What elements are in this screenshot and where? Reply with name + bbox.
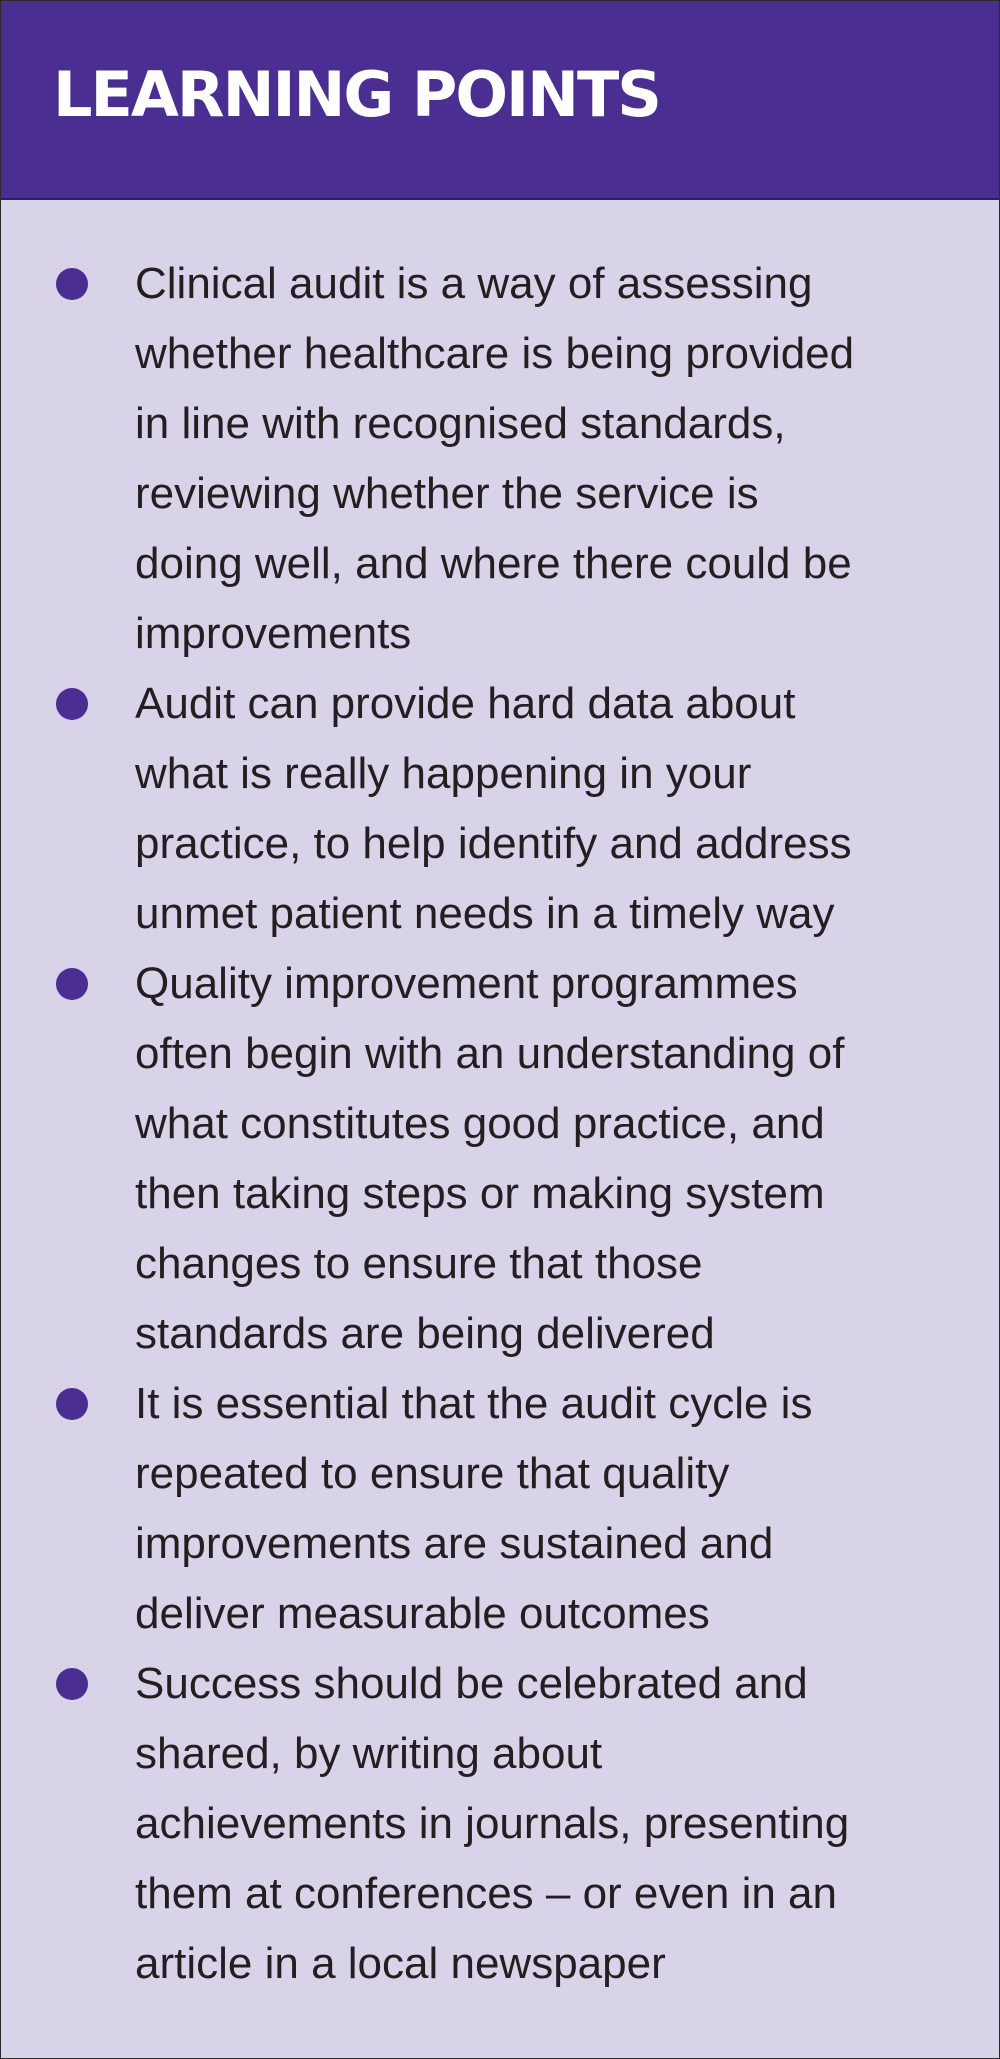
text-line: It is essential that the audit cycle is <box>135 1379 813 1428</box>
list-item <box>1 669 999 949</box>
learning-points-list <box>1 249 999 1999</box>
list-item-text <box>135 669 959 949</box>
text-line: improvements <box>135 609 412 658</box>
text-line: standards are being delivered <box>135 1309 715 1358</box>
text-line: reviewing whether the service is <box>135 469 759 518</box>
text-line: unmet patient needs in a timely way <box>135 889 835 938</box>
text-line: Success should be celebrated and <box>135 1659 808 1708</box>
text-line: article in a local newspaper <box>135 1939 666 1988</box>
text-line: achievements in journals, presenting <box>135 1799 850 1848</box>
text-line: shared, by writing about <box>135 1729 603 1778</box>
list-item-text <box>135 1369 959 1649</box>
list-item <box>1 949 999 1369</box>
text-line: what is really happening in your <box>135 749 752 798</box>
text-line: improvements are sustained and <box>135 1519 774 1568</box>
text-line: what constitutes good practice, and <box>135 1099 825 1148</box>
bullet-icon <box>56 1388 88 1420</box>
list-item <box>1 1649 999 1999</box>
text-line: them at conferences – or even in an <box>135 1869 837 1918</box>
text-line: deliver measurable outcomes <box>135 1589 710 1638</box>
list-item-text <box>135 949 959 1369</box>
list-item <box>1 249 999 669</box>
bullet-icon <box>56 268 88 300</box>
text-line: changes to ensure that those <box>135 1239 703 1288</box>
list-item-text <box>135 1649 959 1999</box>
text-line: Clinical audit is a way of assessing <box>135 259 813 308</box>
text-line: in line with recognised standards, <box>135 399 786 448</box>
text-line: Audit can provide hard data about <box>135 679 796 728</box>
bullet-icon <box>56 688 88 720</box>
bullet-icon <box>56 1668 88 1700</box>
text-line: doing well, and where there could be <box>135 539 852 588</box>
text-line: then taking steps or making system <box>135 1169 825 1218</box>
text-line: often begin with an understanding of <box>135 1029 845 1078</box>
text-line: repeated to ensure that quality <box>135 1449 730 1498</box>
text-line: Quality improvement programmes <box>135 959 798 1008</box>
panel-title: LEARNING POINTS <box>53 58 660 131</box>
text-line: whether healthcare is being provided <box>135 329 855 378</box>
bullet-icon <box>56 968 88 1000</box>
list-item <box>1 1369 999 1649</box>
list-item-text <box>135 249 959 669</box>
panel-header <box>1 1 999 200</box>
text-line: practice, to help identify and address <box>135 819 852 868</box>
